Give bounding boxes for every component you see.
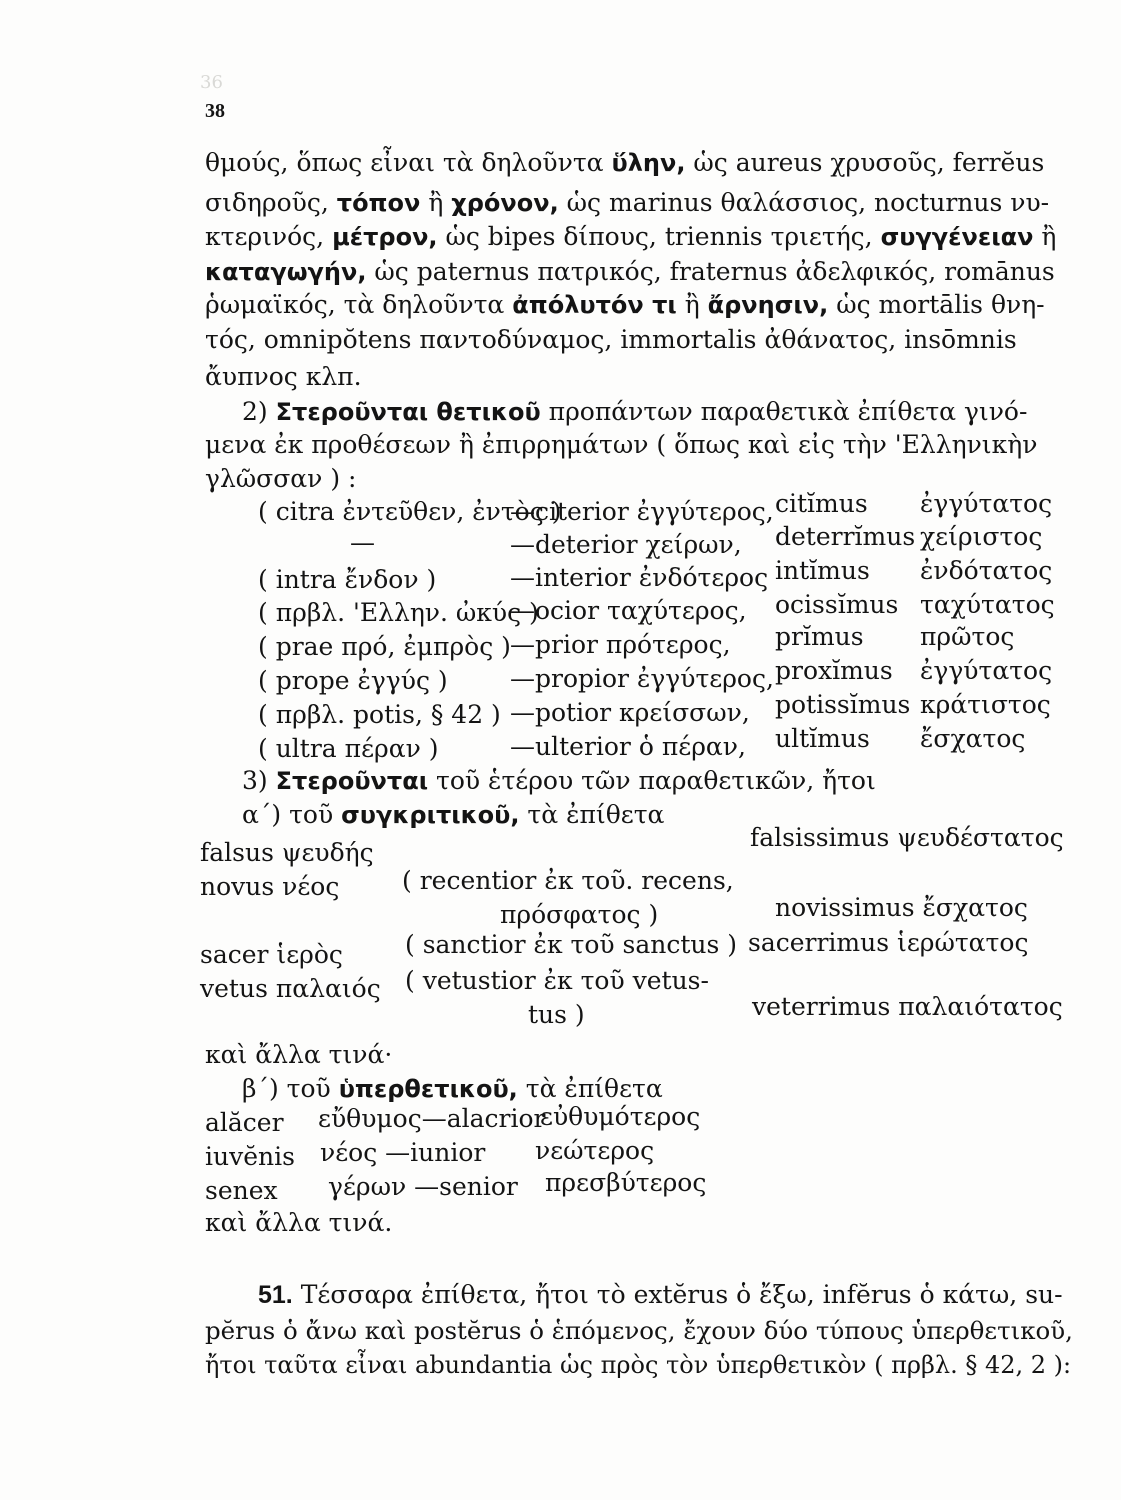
paragraph-line: καταγωγήν, ὡς paternus πατρικός, fraternus ἀδελφικός, romānus [205, 257, 1055, 286]
item-3-heading: 3) Στεροῦνται τοῦ ἑτέρου τῶν παραθετικῶν, ἤτοι [242, 766, 876, 795]
section-51-line: 51. Τέσσαρα ἐπίθετα, ἤτοι τὸ extĕrus ὁ ἔξω, infĕrus ὁ κάτω, su- [258, 1280, 1063, 1309]
paragraph-line [205, 148, 1043, 178]
paragraph-line: καὶ ἄλλα τινά· [205, 1040, 393, 1069]
line-text: θμούς, ὅπως εἶναι τὰ δηλοῦντα ὕλην, ὡς aureus χρυσοῦς, ferrĕus [205, 148, 1045, 177]
paragraph-line: τός, omnipŏtens παντοδύναμος, immortalis ἀθάνατος, insōmnis [205, 325, 1017, 354]
page-number: 38 [205, 100, 225, 122]
item-3b-heading: β΄) τοῦ ὑπερθετικοῦ, τὰ ἐπίθετα [242, 1074, 663, 1103]
paragraph-line: σιδηροῦς, τόπον ἢ χρόνον, ὡς marinus θαλάσσιος, nocturnus νυ- [205, 188, 1050, 217]
paragraph-line: ῥωμαϊκός, τὰ δηλοῦντα ἀπόλυτόν τι ἢ ἄρνησιν, ὡς mortālis θνη- [205, 290, 1045, 319]
item-2-heading: 2) Στεροῦνται θετικοῦ προπάντων παραθετικὰ ἐπίθετα γινό- [242, 397, 1028, 426]
paragraph-line: ἄυπνος κλπ. [205, 362, 362, 391]
paragraph-line: κτερινός, μέτρον, ὡς bipes δίπους, triennis τριετής, συγγένειαν ἢ [205, 222, 1057, 251]
document-page: 36 38 θμούς, ὅπως εἶναι τὰ δηλοῦντα ὕλην, ὡς aureus χρυσοῦς, ferrĕus σιδηροῦς, τόπον ἢ χρόνον, ὡς marinus θαλάσσιος, nocturnus νυ- κτερινός, μέτρον, ὡς bipes δίπους, triennis τριετής, συγγένειαν ἢ καταγωγήν, ὡς paternus πατρικός, fraternus ἀδελφικός, romānus ῥωμαϊκός, τὰ δηλοῦντα ἀπόλυτόν τι ἢ ἄρνησιν, ὡς mortālis θνη- τός, omnipŏtens παντοδύναμος, immortalis ἀθάνατος, insōmnis ἄυπνος κλπ. 2) Στεροῦνται θετικοῦ προπάντων παραθετικὰ ἐπίθετα γινό- μενα ἐκ προθέσεων ἢ ἐπιρρημάτων ( ὅπως καὶ εἰς τὴν 'Ελληνικὴν γλῶσσαν ) : ( citra ἐντεῦθεν, ἐντὸς ) —citerior ἐγγύτερος, citĭmus ἐγγύτατος — —deterior χείρων, deterrĭmus χείριστος ( intra ἔνδον ) —interior ἐνδότερος intĭmus ἐνδότατος ( πρβλ. 'Ελλην. ὠκύς ) —ocior ταχύτερος, ocissĭmus ταχύτατος ( prae πρό, ἐμπρὸς ) —prior πρότερος, prĭmus πρῶτος ( prope ἐγγύς ) —propior ἐγγύτερος, proxĭmus ἐγγύτατος ( πρβλ. potis, § 42 ) —potior κρείσσων, potissĭmus κράτιστος ( ultra πέραν ) —ulterior ὁ πέραν, ultĭmus ἔσχατος 3) Στεροῦνται τοῦ ἑτέρου τῶν παραθετικῶν, ἤτοι α΄) τοῦ συγκριτικοῦ, τὰ ἐπίθετα falsissimus ψευδέστατος falsus ψευδής novus νέος ( recentior ἐκ τοῦ. recens, πρόσφατος ) novissimus ἔσχατος sacer ἱερὸς ( sanctior ἐκ τοῦ sanctus ) sacerrimus ἱερώτατος vetus παλαιός ( vetustior ἐκ τοῦ vetus- tus ) veterrimus παλαιότατος καὶ ἄλλα τινά· β΄) τοῦ ὑπερθετικοῦ, τὰ ἐπίθετα alăcer εὔθυμος—alacrior εὐθυμότερος iuvĕnis νέος —iunior νεώτερος senex γέρων —senior πρεσβύτερος καὶ ἄλλα τινά. 51. Τέσσαρα ἐπίθετα, ἤτοι τὸ extĕrus ὁ ἔξω, infĕrus ὁ κάτω, su- pĕrus ὁ ἄνω καὶ postĕrus ὁ ἑπόμενος, ἔχουν δύο τύπους ὑπερθετικοῦ, ἤτοι ταῦτα εἶναι abundantia ὡς πρὸς τὸν ὑπερθετικὸν ( πρβλ. § 42, 2 ): [200, 72, 1073, 1379]
paragraph-line: μενα ἐκ προθέσεων ἢ ἐπιρρημάτων ( ὅπως καὶ εἰς τὴν 'Ελληνικὴν [205, 430, 1038, 459]
show-through-text: 36 [200, 72, 223, 93]
paragraph-line: γλῶσσαν ) : [205, 464, 357, 493]
section-51-line: ἤτοι ταῦτα εἶναι abundantia ὡς πρὸς τὸν ὑπερθετικὸν ( πρβλ. § 42, 2 ): [205, 1351, 1072, 1379]
paragraph-line: καὶ ἄλλα τινά. [205, 1208, 393, 1237]
item-3a-heading: α΄) τοῦ συγκριτικοῦ, τὰ ἐπίθετα [242, 800, 665, 829]
section-51-line: pĕrus ὁ ἄνω καὶ postĕrus ὁ ἑπόμενος, ἔχουν δύο τύπους ὑπερθετικοῦ, [205, 1316, 1073, 1345]
